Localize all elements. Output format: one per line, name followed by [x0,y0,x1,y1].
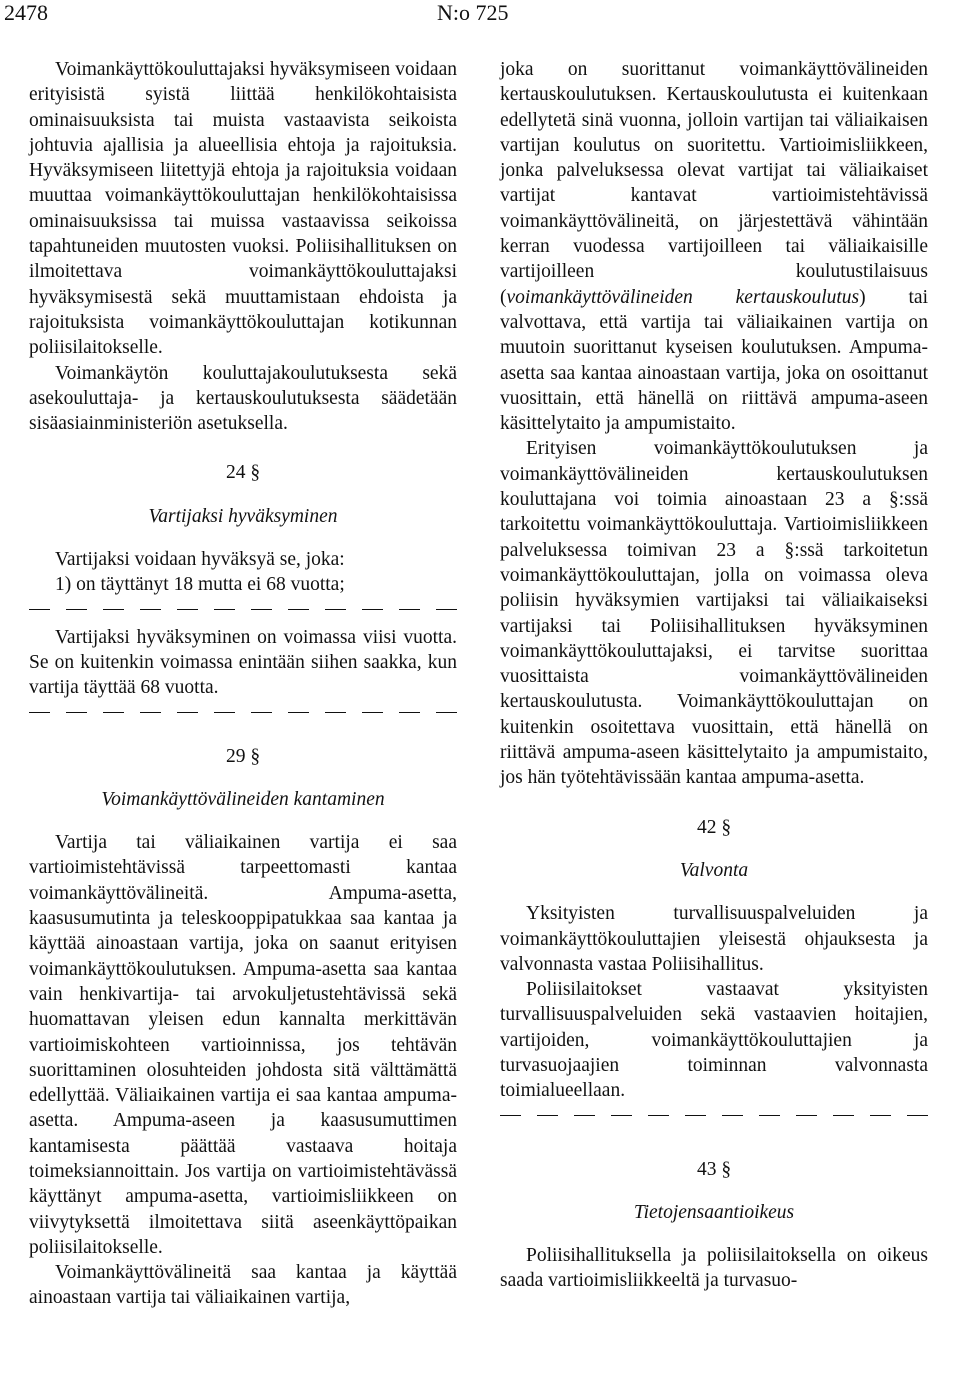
paragraph-trainer-conditions: Voimankäyttökouluttajaksi hyväksymiseen voidaan erityisistä syistä liittää henkilökohtaisista ominaisuuksista tai muista vastaavista seikoista johtuvia ajallisia ja alueellisia ehtoja ja rajoituksia. Hyväksymiseen liitettyjä ehtoja ja rajoituksia voidaan muuttaa voimankäyttökouluttajan henkilökohtaisissa ominaisuuksissa tai muissa vastaavissa seikoissa tapahtuneiden muutosten vuoksi. Poliisihallituksen on ilmoitettava voimankäyttökouluttajaksi hyväksymisestä sekä muuttamistaan ehdoista ja rajoituksista voimankäyttökouluttajan kotikunnan poliisilaitokselle. [29,59,457,359]
section-24-paragraph-2: Vartijaksi hyväksyminen on voimassa viisi vuotta. Se on kuitenkin voimassa enintään siihen saakka, kun vartija täyttää 68 vuotta. [29,626,457,699]
section-24-item-1: 1) on täyttänyt 18 mutta ei 68 vuotta; [55,574,345,596]
continued-text-a: joka on suorittanut voimankäyttövälineiden kertauskoulutuksen. Kertauskoulutusta ei kuitenkaan edellytetä sinä vuonna, jolloin vartijan tai väliaikaisen vartijan koulutus on suoritettu. Vartioimisliikkeen, jonka palveluksessa olevat vartijat tai väliaikaiset vartijat kantavat vartioimistehtävissä voimankäyttövälineitä, on järjestettävä vähintään kerran vuodessa vartijoilleen tai väliaikaisille vartijoilleen koulutustilaisuus ( [500,59,928,308]
omission-dashes [500,1109,928,1123]
right-column [500,57,928,1294]
section-43-title: Tietojensaantioikeus [633,1201,795,1223]
omission-dashes [29,603,457,617]
left-column [29,57,457,1311]
section-24-number: 24 § [225,462,261,484]
section-42-title: Valvonta [679,859,749,881]
section-29-paragraph-1: Vartija tai väliaikainen vartija ei saa vartioimistehtävissä tarpeettomasti kantaa voimankäyttövälineitä. Ampuma-asetta, kaasusumutinta ja teleskooppipatukkaa saa kantaa ja käyttää ainoastaan vartija, joka on saanut erityisen voimankäyttökoulutuksen. Ampuma-asetta saa kantaa vain henkivartija- tai arvokuljetustehtävissä sekä huomattavan yleisen edun kannalta merkittävän vartioimiskohteen vartioinnissa, jos tehtävän suorittaminen olosuhteiden johdosta sitä välttämättä edellyttää. Väliaikainen vartija ei saa kantaa ampuma-asetta. Ampuma-aseen ja kaasusumuttimen kantamisesta päättää vastaava hoitaja toimeksiannoittain. Jos vartija on vartioimistehtävässä käyttänyt ampuma-asetta, vartioimisliikkeen on viivytyksettä ilmoitettava siitä aseenkäyttöpaikan poliisilaitokselle. [29,832,457,1258]
section-24-paragraph-1: Vartijaksi voidaan hyväksyä se, joka: [55,549,345,571]
section-42-paragraph-1: Yksityisten turvallisuuspalveluiden ja voimankäyttökouluttajien yleisestä ohjauksesta ja valvonnasta vastaa Poliisihallitus. [500,903,928,975]
section-29-paragraph-2-continued [500,57,928,436]
section-24-title: Vartijaksi hyväksyminen [148,505,338,527]
section-29-paragraph-3: Erityisen voimankäyttökoulutuksen ja voimankäyttövälineiden kertauskoulutuksen kouluttajana voi toimia ainoastaan 23 a §:ssä tarkoitettu voimankäyttökouluttaja. Vartioimisliikkeen palveluksessa toimivan 23 a §:ssä tarkoitetun voimankäyttökouluttajan, jolla on voimassa oleva poliisin hyväksymien vartijaksi tai väliaikaiseksi vartijaksi tai Poliisihallituksen hyväksyminen voimankäyttökouluttajaksi, ei tarvitse suorittaa vuosittaista voimankäyttövälineiden kertauskoulutusta. Voimankäyttökouluttajan on kuitenkin osoitettava vuosittain, että hänellä on riittävä ampuma-aseen käsittelytaito ja ampumistaito, jos hän työtehtävissään kantaa ampuma-asetta. [500,438,928,789]
section-42-number: 42 § [696,816,732,838]
omission-dashes [29,706,457,720]
section-29-paragraph-2-start: Voimankäyttövälineitä saa kantaa ja käyttää ainoastaan vartija tai väliaikainen vartija, [29,1262,457,1309]
page-header [0,0,960,30]
section-29-number: 29 § [225,745,261,767]
defined-term: voimankäyttövälineiden kertauskoulutus [506,286,860,308]
page-number: 2478 [4,0,48,25]
section-42-paragraph-2: Poliisilaitokset vastaavat yksityisten turvallisuuspalveluiden sekä vastaavien hoitajien, vartijoiden, voimankäyttökouluttajien ja turvasuojaajien toiminnan valvonnasta toimialueellaan. [500,979,928,1102]
paragraph-trainer-training-decree: Voimankäytön kouluttajakoulutuksesta sekä asekouluttaja- ja kertauskoulutuksesta säädetään sisäasiainministeriön asetuksella. [29,362,457,435]
issue-number: N:o 725 [437,0,509,25]
section-29-title: Voimankäyttövälineiden kantaminen [101,788,385,810]
section-43-paragraph-1: Poliisihallituksella ja poliisilaitoksella on oikeus saada vartioimisliikkeeltä ja turvasuo- [500,1245,928,1292]
continued-text-b: ) tai valvottava, että vartija tai väliaikainen vartija on muutoin suorittanut kyseisen koulutuksen. Ampuma-asetta saa kantaa ainoastaan vartija, joka on osoittanut vuosittain, että hänellä on riittävä ampuma-aseen käsittelytaito ja ampumistaito. [500,286,928,435]
section-43-number: 43 § [696,1158,732,1180]
